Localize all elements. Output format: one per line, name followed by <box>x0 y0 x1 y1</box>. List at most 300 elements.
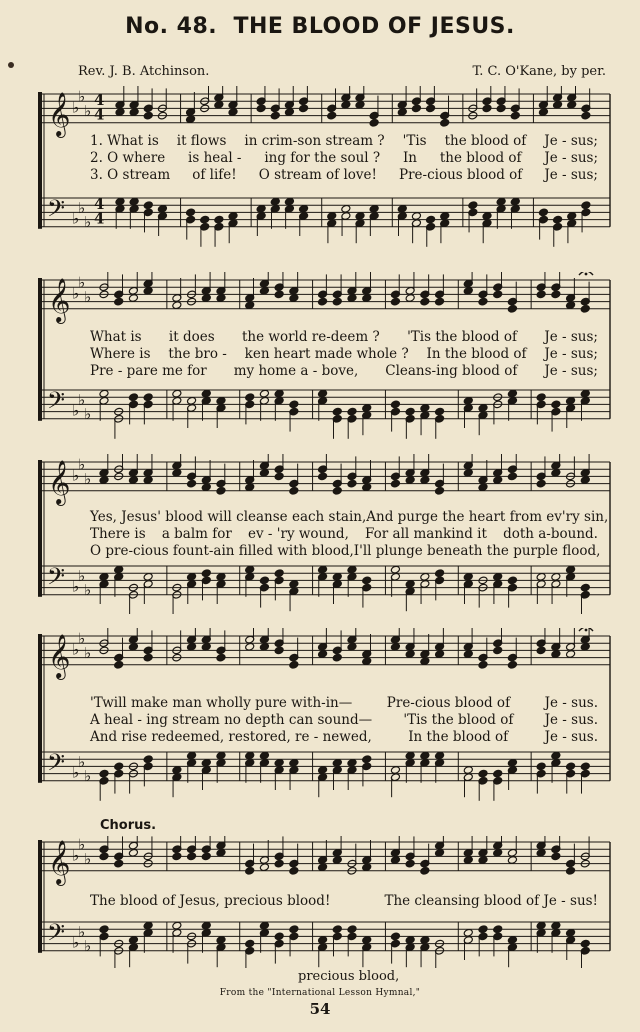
note-head <box>362 755 372 764</box>
note-head <box>580 583 590 592</box>
flat-icon: ♭ <box>78 922 86 941</box>
note-head <box>259 642 269 651</box>
note-head <box>216 486 226 495</box>
note-head <box>551 921 561 930</box>
note-head <box>128 476 138 485</box>
note-head <box>362 576 372 585</box>
note-head <box>259 921 269 930</box>
bass-clef-icon: 𝄢 <box>47 918 66 952</box>
lyric-line: Yes, Jesus' blood will cleanse each stain, And purge the heart from ev'ry sin, <box>90 509 609 525</box>
note-head <box>507 856 517 865</box>
page-number: 54 <box>309 1000 331 1018</box>
note-head <box>493 476 503 485</box>
note-head <box>390 932 400 941</box>
flat-icon: ♭ <box>84 581 92 600</box>
note-head <box>551 468 561 477</box>
note-head <box>566 565 576 574</box>
note-head <box>507 576 517 585</box>
note-head <box>581 201 591 210</box>
note-head <box>341 204 351 213</box>
note-head <box>274 932 284 941</box>
lyric-line: 1. What is it flows in crim-son stream ? 'Tis the blood of Je - sus; <box>90 133 598 149</box>
note-head <box>507 472 517 481</box>
note-head <box>347 758 357 767</box>
bass-clef-icon: 𝄢 <box>47 748 66 782</box>
note-head <box>420 297 430 306</box>
note-head <box>332 758 342 767</box>
note-head <box>426 215 436 224</box>
note-head <box>318 936 328 945</box>
note-head <box>289 866 299 875</box>
source-credit: From the "International Lesson Hymnal," <box>219 988 421 998</box>
composer-credit: T. C. O'Kane, by per. <box>472 64 606 79</box>
flat-icon: ♭ <box>78 752 86 771</box>
flat-icon: ♭ <box>78 390 86 409</box>
note-head <box>369 118 379 127</box>
lyric-line: And rise redeemed, restored, re - newed, In the blood of Je - sus. <box>90 729 598 745</box>
note-head <box>478 404 488 413</box>
flat-icon: ♭ <box>72 640 80 659</box>
note-head <box>478 769 488 778</box>
note-head <box>390 642 400 651</box>
flat-icon: ♭ <box>78 629 86 648</box>
note-head <box>245 301 255 310</box>
lyric-line: 2. O where is heal - ing for the soul ? In the blood of Je - sus; <box>90 150 598 166</box>
flat-icon: ♭ <box>84 213 92 232</box>
lyrics-block <box>38 893 612 910</box>
note-head <box>129 197 139 206</box>
note-head <box>507 660 517 669</box>
note-head <box>435 650 445 659</box>
note-head <box>538 108 548 117</box>
note-head <box>284 197 294 206</box>
note-head <box>318 565 328 574</box>
note-head <box>274 569 284 578</box>
lyricist-credit: Rev. J. B. Atchinson. <box>78 64 210 79</box>
note-head <box>115 197 125 206</box>
note-head <box>114 297 124 306</box>
note-head <box>327 212 337 221</box>
note-head <box>99 389 109 398</box>
note-head <box>435 569 445 578</box>
lyrics-block <box>38 695 612 746</box>
flat-icon: ♭ <box>72 933 80 952</box>
note-head <box>435 751 445 760</box>
note-head <box>332 925 342 934</box>
note-head <box>580 939 590 948</box>
note-head <box>172 389 182 398</box>
flat-icon: ♭ <box>78 455 86 474</box>
note-head <box>405 751 415 760</box>
note-head <box>566 928 576 937</box>
note-head <box>318 389 328 398</box>
flat-icon: ♭ <box>84 937 92 956</box>
hymn-title <box>0 14 640 39</box>
note-head <box>187 852 197 861</box>
flat-icon: ♭ <box>72 98 80 117</box>
note-head <box>567 100 577 109</box>
flat-icon: ♭ <box>72 284 80 303</box>
flat-icon: ♭ <box>84 850 92 868</box>
note-head <box>420 404 430 413</box>
note-head <box>553 215 563 224</box>
note-head <box>172 468 182 477</box>
note-head <box>99 769 109 778</box>
note-head <box>551 400 561 409</box>
note-head <box>216 751 226 760</box>
note-head <box>510 111 520 120</box>
note-head <box>426 104 436 113</box>
note-head <box>332 407 342 416</box>
note-head <box>186 208 196 217</box>
note-head <box>493 848 503 857</box>
note-head <box>201 921 211 930</box>
note-head <box>318 766 328 775</box>
note-head <box>245 866 255 875</box>
note-head <box>581 111 591 120</box>
lyric-line: A heal - ing stream no depth can sound— 'Tis the blood of Je - sus. <box>90 712 598 728</box>
note-head <box>580 304 590 313</box>
treble-clef-icon: 𝄞 <box>48 91 71 136</box>
note-head <box>362 863 372 872</box>
note-head <box>566 762 576 771</box>
note-head <box>580 642 590 651</box>
note-head <box>172 852 182 861</box>
note-head <box>411 104 421 113</box>
note-head <box>553 100 563 109</box>
flat-icon: ♭ <box>78 198 86 217</box>
flat-icon: ♭ <box>72 209 80 228</box>
note-head <box>157 204 167 213</box>
note-head <box>289 580 299 589</box>
note-head <box>420 572 430 581</box>
lyric-line: O pre-cious fount-ain filled with blood, I'll plunge beneath the purple flood, <box>90 543 601 559</box>
bass-lyric: precious blood, <box>298 969 400 984</box>
note-head <box>493 290 503 299</box>
treble-clef-icon: 𝄞 <box>48 839 71 884</box>
note-head <box>405 650 415 659</box>
note-head <box>270 111 280 120</box>
note-head <box>390 766 400 775</box>
note-head <box>580 476 590 485</box>
note-head <box>228 212 238 221</box>
note-head <box>299 104 309 113</box>
note-head <box>289 486 299 495</box>
flat-icon: ♭ <box>84 102 92 120</box>
note-head <box>347 565 357 574</box>
note-head <box>463 856 473 865</box>
note-head <box>318 472 328 481</box>
note-head <box>478 297 488 306</box>
note-head <box>187 642 197 651</box>
note-head <box>274 646 284 655</box>
note-head <box>420 476 430 485</box>
note-head <box>463 468 473 477</box>
treble-clef-icon: 𝄞 <box>48 459 71 504</box>
note-head <box>318 297 328 306</box>
note-head <box>318 863 328 872</box>
note-head <box>216 294 226 303</box>
note-head <box>362 404 372 413</box>
note-head <box>214 100 224 109</box>
note-head <box>274 472 284 481</box>
note-head <box>551 751 561 760</box>
note-head <box>187 396 197 405</box>
lyric-line: Pre - pare me for my home a - bove, Cleans-ing blood of Je - sus; <box>90 363 598 379</box>
note-head <box>245 393 255 402</box>
note-head <box>187 572 197 581</box>
note-head <box>362 483 372 492</box>
flat-icon: ♭ <box>84 767 92 786</box>
note-head <box>143 755 153 764</box>
note-head <box>420 866 430 875</box>
note-head <box>128 294 138 303</box>
note-head <box>405 476 415 485</box>
note-head <box>405 580 415 589</box>
note-head <box>289 400 299 409</box>
note-head <box>507 304 517 313</box>
flat-icon: ♭ <box>78 273 86 292</box>
note-head <box>580 762 590 771</box>
note-head <box>332 856 342 865</box>
lyric-line: Where is the bro - ken heart made whole ? In the blood of Je - sus; <box>90 346 598 362</box>
note-head <box>200 215 210 224</box>
note-head <box>463 928 473 937</box>
note-head <box>143 201 153 210</box>
note-head <box>566 650 576 659</box>
note-head <box>114 565 124 574</box>
note-head <box>397 204 407 213</box>
flat-icon: ♭ <box>84 470 92 488</box>
fermata-dot <box>585 273 588 276</box>
note-head <box>216 653 226 662</box>
note-head <box>478 483 488 492</box>
note-head <box>289 758 299 767</box>
note-head <box>566 301 576 310</box>
lyric-line: 'Twill make man wholly pure with-in— Pre-cious blood of Je - sus. <box>90 695 598 711</box>
lyrics-block <box>38 133 612 184</box>
note-head <box>245 565 255 574</box>
note-head <box>259 286 269 295</box>
note-head <box>440 212 450 221</box>
chorus-label: Chorus. <box>100 818 157 833</box>
note-head <box>507 936 517 945</box>
flat-icon: ♭ <box>72 401 80 420</box>
note-head <box>256 104 266 113</box>
note-head <box>289 925 299 934</box>
note-head <box>478 660 488 669</box>
note-head <box>143 572 153 581</box>
note-head <box>362 657 372 666</box>
note-head <box>347 294 357 303</box>
note-head <box>390 565 400 574</box>
hymn-title-text: THE BLOOD OF JESUS. <box>233 14 515 39</box>
note-head <box>468 201 478 210</box>
note-head <box>536 848 546 857</box>
note-head <box>551 852 561 861</box>
flat-icon: ♭ <box>72 846 80 865</box>
bass-clef-icon: 𝄢 <box>47 194 66 228</box>
note-head <box>347 479 357 488</box>
note-head <box>245 751 255 760</box>
flat-icon: ♭ <box>84 644 92 662</box>
note-head <box>114 859 124 868</box>
note-head <box>347 407 357 416</box>
lyric-line: The blood of Jesus, precious blood! The cleansing blood of Je - sus! <box>90 893 598 909</box>
lyric-line: 3. O stream of life! O stream of love! Pre-cious blood of Je - sus; <box>90 167 598 183</box>
note-head <box>327 111 337 120</box>
note-head <box>332 572 342 581</box>
note-head <box>289 660 299 669</box>
flat-icon: ♭ <box>72 577 80 596</box>
note-head <box>435 407 445 416</box>
note-head <box>99 476 109 485</box>
note-head <box>405 407 415 416</box>
note-head <box>507 389 517 398</box>
flat-icon: ♭ <box>84 405 92 424</box>
note-head <box>496 104 506 113</box>
note-head <box>405 859 415 868</box>
note-head <box>274 859 284 868</box>
note-head <box>128 642 138 651</box>
note-head <box>114 762 124 771</box>
note-head <box>493 925 503 934</box>
note-head <box>143 921 153 930</box>
note-head <box>390 400 400 409</box>
note-head <box>551 650 561 659</box>
note-head <box>259 863 269 872</box>
note-head <box>332 297 342 306</box>
note-head <box>538 208 548 217</box>
flat-icon: ♭ <box>72 466 80 485</box>
note-head <box>405 936 415 945</box>
note-head <box>482 104 492 113</box>
note-head <box>143 111 153 120</box>
note-head <box>214 215 224 224</box>
flat-icon: ♭ <box>78 566 86 585</box>
note-head <box>435 486 445 495</box>
treble-clef-icon: 𝄞 <box>48 633 71 678</box>
note-head <box>143 653 153 662</box>
note-head <box>362 294 372 303</box>
note-head <box>482 212 492 221</box>
note-head <box>435 297 445 306</box>
note-head <box>435 848 445 857</box>
lyrics-block <box>38 509 612 560</box>
time-signature-digit: 4 <box>94 195 105 214</box>
bass-clef-icon: 𝄢 <box>47 386 66 420</box>
note-head <box>216 936 226 945</box>
note-head <box>397 108 407 117</box>
note-head <box>143 476 153 485</box>
note-head <box>201 852 211 861</box>
note-head <box>186 115 196 124</box>
note-head <box>355 212 365 221</box>
treble-clef-icon: 𝄞 <box>48 277 71 322</box>
note-head <box>187 751 197 760</box>
note-head <box>172 921 182 930</box>
note-head <box>347 642 357 651</box>
note-head <box>493 769 503 778</box>
note-head <box>201 389 211 398</box>
note-head <box>536 646 546 655</box>
note-head <box>420 657 430 666</box>
note-head <box>114 660 124 669</box>
note-head <box>216 572 226 581</box>
note-head <box>580 389 590 398</box>
note-head <box>551 572 561 581</box>
ink-speck <box>8 62 14 68</box>
note-head <box>270 197 280 206</box>
time-signature-digit: 4 <box>94 105 105 124</box>
time-signature-digit: 4 <box>94 209 105 228</box>
note-head <box>245 483 255 492</box>
note-head <box>274 389 284 398</box>
note-head <box>496 197 506 206</box>
note-head <box>420 936 430 945</box>
note-head <box>536 762 546 771</box>
note-head <box>551 290 561 299</box>
note-head <box>274 290 284 299</box>
note-head <box>507 758 517 767</box>
note-head <box>201 758 211 767</box>
note-head <box>420 751 430 760</box>
note-head <box>115 108 125 117</box>
note-head <box>536 393 546 402</box>
flat-icon: ♭ <box>84 288 92 306</box>
note-head <box>143 393 153 402</box>
note-head <box>259 576 269 585</box>
note-head <box>128 848 138 857</box>
note-head <box>201 483 211 492</box>
note-head <box>390 856 400 865</box>
note-head <box>440 118 450 127</box>
note-head <box>128 936 138 945</box>
bass-clef-icon: 𝄢 <box>47 562 66 596</box>
note-head <box>259 468 269 477</box>
note-head <box>493 572 503 581</box>
note-head <box>493 646 503 655</box>
note-head <box>567 212 577 221</box>
note-head <box>256 204 266 213</box>
lyric-line: There is a balm for ev - 'ry wound, For all mankind it doth a-bound. <box>90 526 598 542</box>
note-head <box>128 393 138 402</box>
note-head <box>259 751 269 760</box>
note-head <box>390 479 400 488</box>
note-head <box>566 396 576 405</box>
note-head <box>289 294 299 303</box>
note-head <box>510 197 520 206</box>
note-head <box>284 108 294 117</box>
note-head <box>332 653 342 662</box>
time-signature-digit: 4 <box>94 91 105 110</box>
note-head <box>216 396 226 405</box>
note-head <box>536 479 546 488</box>
note-head <box>355 100 365 109</box>
lyrics-block <box>38 329 612 380</box>
note-head <box>390 297 400 306</box>
note-head <box>536 572 546 581</box>
note-head <box>362 936 372 945</box>
note-head <box>245 939 255 948</box>
note-head <box>245 642 255 651</box>
note-head <box>369 204 379 213</box>
flat-icon: ♭ <box>72 763 80 782</box>
note-head <box>347 925 357 934</box>
flat-icon: ♭ <box>78 836 86 854</box>
note-head <box>405 294 415 303</box>
note-head <box>411 212 421 221</box>
